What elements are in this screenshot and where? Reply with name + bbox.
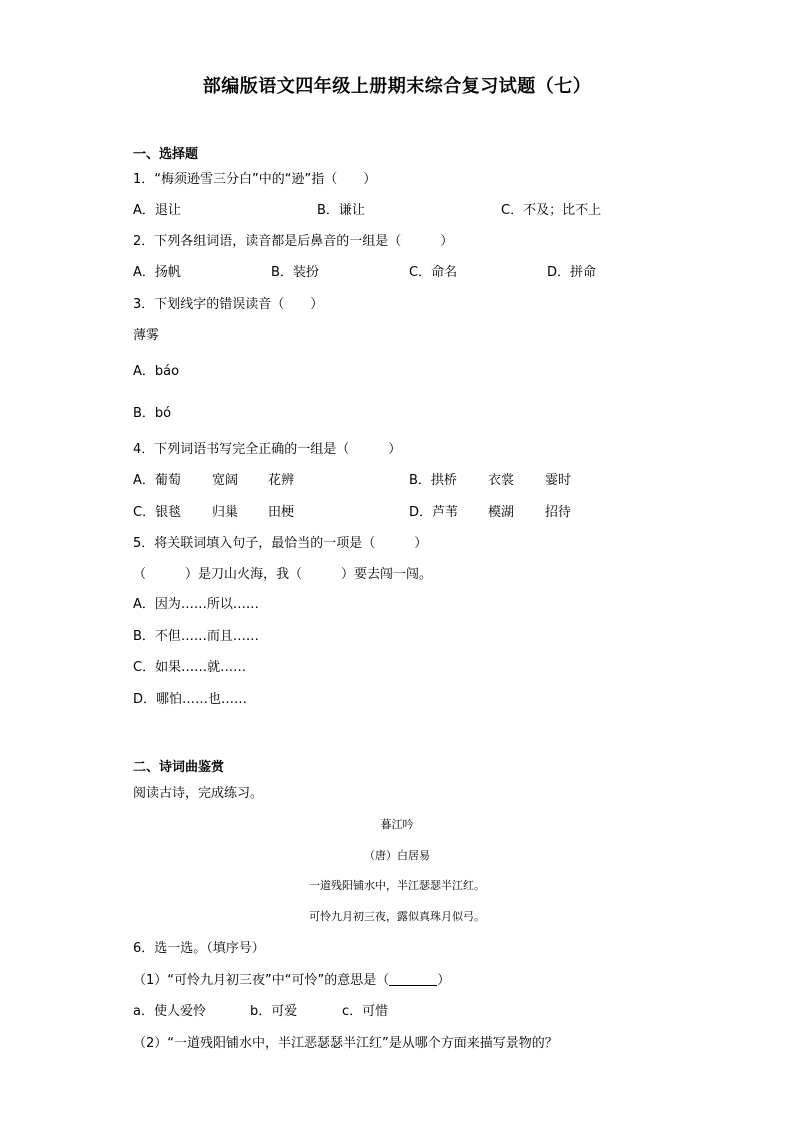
question-5-stem: 5．将关联词填入句子，最恰当的一项是（ ） — [133, 536, 428, 551]
question-2-option-b: B．装扮 — [271, 265, 319, 280]
question-4-option-a-2: 宽阔 — [212, 473, 239, 488]
question-3-word: 薄雾 — [133, 328, 160, 343]
answer-blank[interactable] — [389, 973, 437, 986]
section-heading-poetry: 二、诗词曲鉴赏 — [133, 760, 225, 775]
question-4-option-d-1: D．芦苇 — [409, 505, 459, 520]
question-4-option-a-3: 花辨 — [268, 473, 295, 488]
question-2-option-d: D．拼命 — [547, 265, 597, 280]
question-1-stem: 1．“梅须逊雪三分白”中的“逊”指（ ） — [133, 172, 377, 187]
question-6-stem: 6．选一选。（填序号） — [133, 941, 265, 956]
question-1-option-b: B．谦让 — [317, 203, 365, 218]
question-4-option-d-2: 模湖 — [488, 505, 515, 520]
question-4-option-b-3: 霎时 — [545, 473, 572, 488]
poem-author: （唐）白居易 — [364, 849, 430, 862]
question-3-stem: 3．下划线字的错误读音（ ） — [133, 297, 324, 312]
poem-title: 暮江吟 — [380, 818, 414, 831]
question-4-stem: 4．下列词语书写完全正确的一组是（ ） — [133, 442, 402, 457]
question-2-option-a: A．扬帆 — [133, 265, 181, 280]
question-6-option-c: c．可惜 — [342, 1004, 389, 1019]
question-1-option-c: C．不及；比不上 — [501, 203, 602, 218]
question-2-option-c: C．命名 — [409, 265, 458, 280]
section-heading-choice: 一、选择题 — [133, 147, 199, 162]
poem-line-2: 可怜九月初三夜，露似真珠月似弓。 — [309, 910, 485, 923]
reading-instruction: 阅读古诗，完成练习。 — [133, 786, 264, 801]
poem-line-1: 一道残阳铺水中，半江瑟瑟半江红。 — [309, 879, 485, 892]
question-2-stem: 2．下列各组词语，读音都是后鼻音的一组是（ ） — [133, 234, 454, 249]
page-title: 部编版语文四年级上册期末综合复习试题（七） — [202, 76, 592, 97]
question-4-option-c-2: 归巢 — [212, 505, 239, 520]
question-5-option-c: C．如果……就…… — [133, 660, 247, 675]
question-4-option-c-3: 田梗 — [268, 505, 295, 520]
question-4-option-b-1: B．拱桥 — [409, 473, 457, 488]
question-3-option-b: B．bó — [133, 406, 172, 421]
question-5-sentence: （ ）是刀山火海，我（ ）要去闯一闯。 — [133, 567, 433, 582]
question-4-option-a-1: A．葡萄 — [133, 473, 181, 488]
question-6-sub1 — [133, 973, 450, 989]
question-6-sub1-close: ） — [437, 973, 451, 988]
question-5-option-d: D．哪怕……也…… — [133, 692, 248, 707]
question-4-option-b-2: 衣裳 — [488, 473, 515, 488]
question-6-sub2: （2）“一道残阳铺水中，半江恶瑟瑟半江红”是从哪个方面来描写景物的？ — [133, 1036, 558, 1051]
question-4-option-c-1: C．银毯 — [133, 505, 182, 520]
question-6-option-a: a．使人爱怜 — [133, 1004, 206, 1019]
question-3-option-a: A．báo — [133, 364, 180, 379]
question-6-option-b: b．可爱 — [250, 1004, 298, 1019]
question-6-sub1-text: （1）“可怜九月初三夜”中“可怜”的意思是（ — [133, 973, 390, 988]
question-1-option-a: A．退让 — [133, 203, 181, 218]
question-4-option-d-3: 招待 — [545, 505, 572, 520]
question-5-option-b: B．不但……而且…… — [133, 629, 259, 644]
question-5-option-a: A．因为……所以…… — [133, 597, 259, 612]
